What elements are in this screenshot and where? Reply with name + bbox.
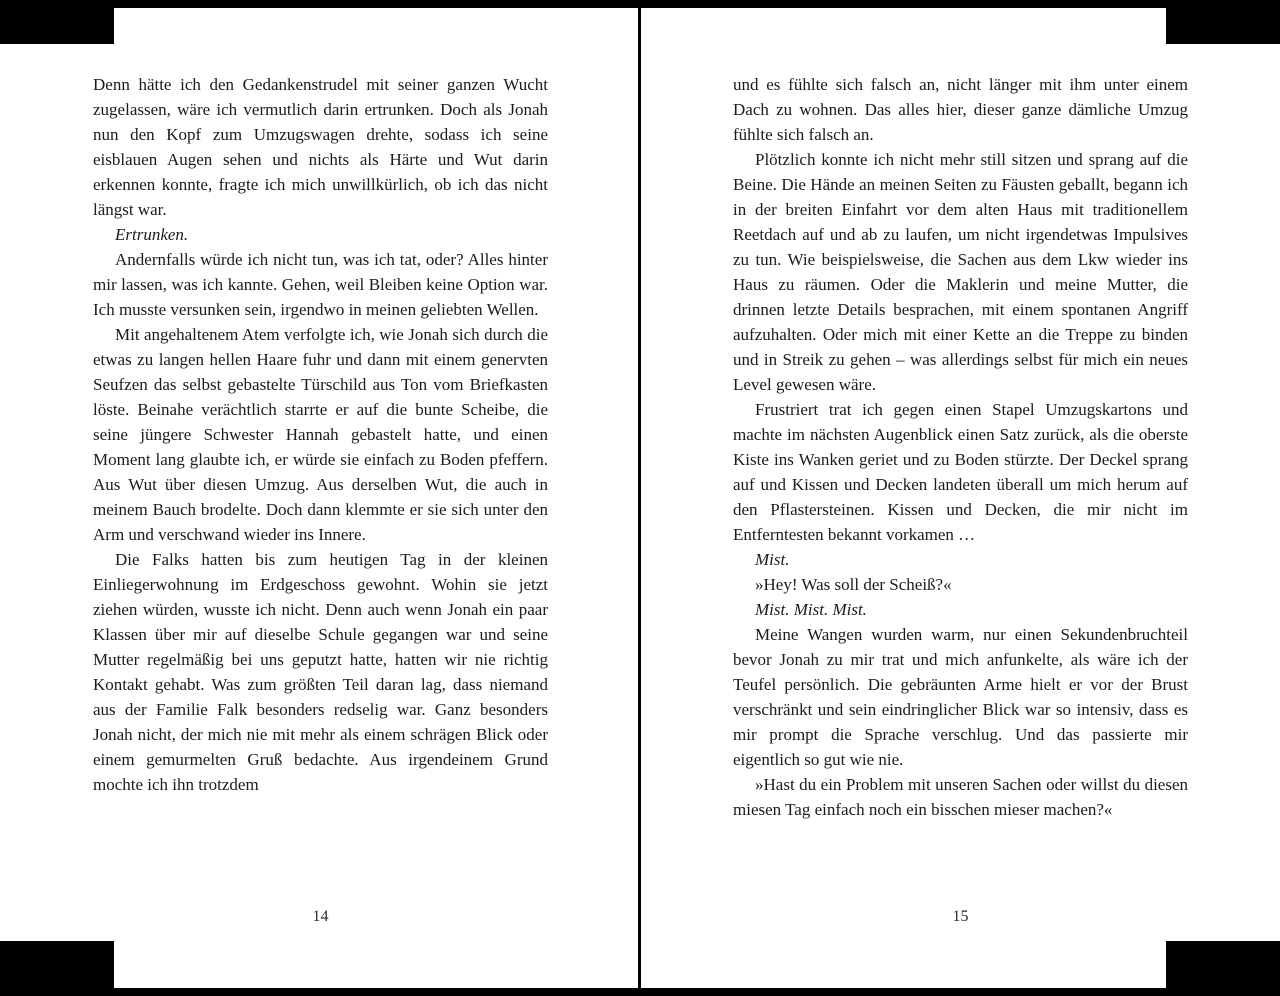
paragraph: Die Falks hatten bis zum heutigen Tag in der kleinen Einliegerwohnung im Erdgeschoss gewohnt. Wohin sie jetzt ziehen würden, wusste ich nicht. Denn auch wenn Jonah ein paar Klassen über mir auf dieselbe Schule gegangen war und seine Mutter regelmäßig bei uns geputzt hatte, hatten wir nie richtig Kontakt gehabt. Was zum größten Teil daran lag, dass niemand aus der Familie Falk besonders redselig war. Ganz besonders Jonah nicht, der mich nie mit mehr als einem schrägen Blick oder einem gemurmelten Gruß bedachte. Aus irgendeinem Grund mochte ich ihn trotzdem [93,550,548,794]
paragraph: Mit angehaltenem Atem verfolgte ich, wie Jonah sich durch die etwas zu langen hellen Haare fuhr und dann mit einem genervten Seufzen das selbst gebastelte Türschild aus Ton vom Briefkasten löste. Beinahe verächtlich starrte er auf die bunte Scheibe, die seine jüngere Schwester Hannah gebastelt hatte, und einen Moment lang glaubte ich, er würde sie einfach zu Boden pfeffern. Aus Wut über diesen Umzug. Aus derselben Wut, die auch in meinem Bauch brodelte. Doch dann klemmte er sie sich unter den Arm und verschwand wieder ins Innere. [93,325,548,544]
page-gutter-divider [638,0,641,996]
scan-edge-bottom-left [0,941,114,996]
right-page-number: 15 [952,908,969,925]
paragraph: Mist. Mist. Mist. [755,600,867,619]
scan-edge-bottom-right [1166,941,1280,996]
left-page-number: 14 [312,908,329,925]
scan-edge-top-right [1166,0,1280,44]
scan-edge-top-left [0,0,114,44]
paragraph: »Hey! Was soll der Scheiß?« [755,575,952,594]
paragraph: Denn hätte ich den Gedankenstrudel mit seiner ganzen Wucht zugelassen, wäre ich vermutlich darin ertrunken. Doch als Jonah nun den Kopf zum Umzugswagen drehte, sodass ich seine eisblauen Augen sehen und nichts als Härte und Wut darin erkennen konnte, fragte ich mich unwillkürlich, ob ich das nicht längst war. [93,75,548,219]
paragraph: Ertrunken. [115,225,189,244]
right-page-text [733,72,1188,822]
paragraph: Andernfalls würde ich nicht tun, was ich tat, oder? Alles hinter mir lassen, was ich kannte. Gehen, weil Bleiben keine Option war. Ich musste versunken sein, irgendwo in meinen geliebten Wellen. [93,250,548,319]
left-page-text [93,72,548,797]
paragraph: und es fühlte sich falsch an, nicht länger mit ihm unter einem Dach zu wohnen. Das alles hier, dieser ganze dämliche Umzug fühlte sich falsch an. [733,75,1188,144]
paragraph: Meine Wangen wurden warm, nur einen Sekundenbruchteil bevor Jonah zu mir trat und mich anfunkelte, als wäre ich der Teufel persönlich. Die gebräunten Arme hielt er vor der Brust verschränkt und sein eindringlicher Blick war so intensiv, dass es mir prompt die Sprache verschlug. Und das passierte mir eigentlich so gut wie nie. [733,625,1188,769]
paragraph: »Hast du ein Problem mit unseren Sachen oder willst du diesen miesen Tag einfach noch ein bisschen mieser machen?« [733,775,1188,819]
paragraph: Mist. [755,550,790,569]
paragraph: Frustriert trat ich gegen einen Stapel Umzugskartons und machte im nächsten Augenblick einen Satz zurück, als die oberste Kiste ins Wanken geriet und zu Boden stürzte. Der Deckel sprang auf und Kissen und Decken landeten überall um mich herum auf den Pflastersteinen. Kissen und Decken, die mir nicht im Entferntesten bekannt vorkamen … [733,400,1188,544]
paragraph: Plötzlich konnte ich nicht mehr still sitzen und sprang auf die Beine. Die Hände an meinen Seiten zu Fäusten geballt, begann ich in der breiten Einfahrt vor dem alten Haus mit traditionellem Reetdach auf und ab zu laufen, um nicht irgendetwas Impulsives zu tun. Wie beispielsweise, die Sachen aus dem Lkw wieder ins Haus zu räumen. Oder die Maklerin und meine Mutter, die drinnen letzte Details besprachen, mit einem spontanen Angriff aufzuhalten. Oder mich mit einer Kette an die Treppe zu binden und in Streik zu gehen – was allerdings selbst für mich ein neues Level gewesen wäre. [733,150,1188,394]
